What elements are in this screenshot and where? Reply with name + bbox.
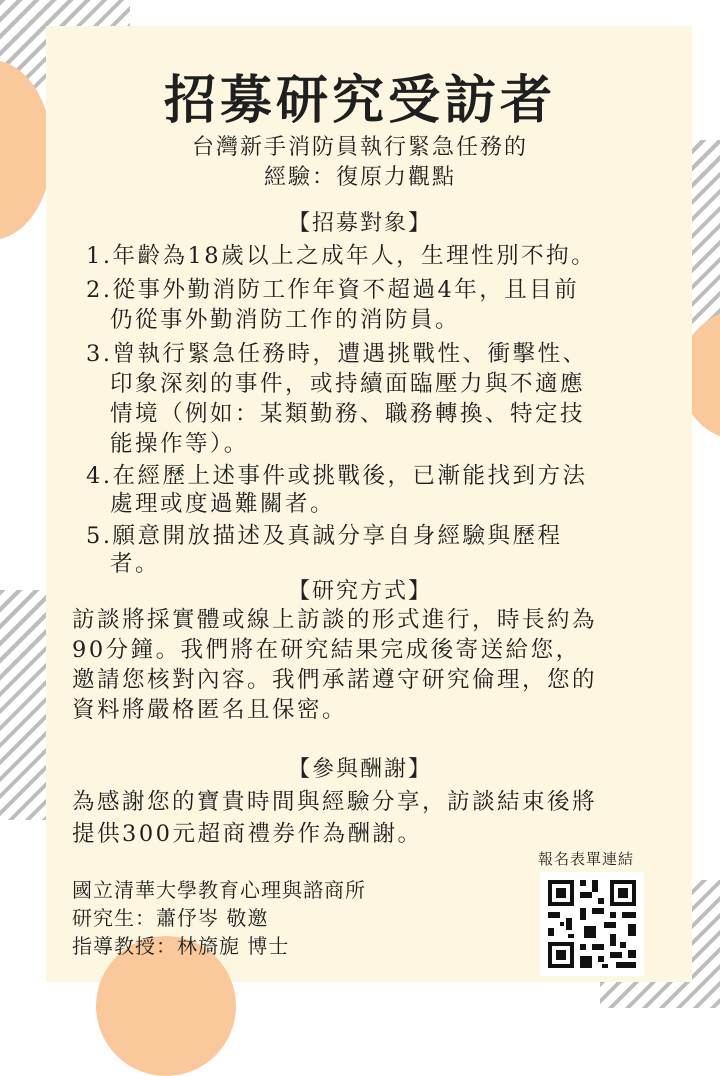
recruitment-line: 1.年齡為18歲以上之成年人，生理性別不拘。	[86, 243, 597, 269]
method-heading: 【研究方式】	[287, 579, 432, 604]
method-line: 邀請您核對內容。我們承諾遵守研究倫理，您的	[72, 667, 598, 693]
recruitment-line: 印象深刻的事件，或持續面臨壓力與不適應	[110, 371, 586, 397]
institution-text: 國立清華大學教育心理與諮商所	[72, 878, 366, 902]
reward-line: 為感謝您的寶貴時間與經驗分享，訪談結束後將	[72, 789, 598, 815]
page-title: 招募研究受訪者	[163, 70, 556, 131]
recruitment-line: 3.曾執行緊急任務時，遭遇挑戰性、衝擊性、	[86, 341, 588, 367]
researcher-text: 研究生：蕭伃岑 敬邀	[72, 906, 269, 930]
subtitle-line-1: 台灣新手消防員執行緊急任務的	[191, 135, 528, 160]
recruitment-line: 5.願意開放描述及真誠分享自身經驗與歷程	[86, 523, 563, 549]
recruitment-line: 情境（例如：某類勤務、職務轉換、特定技	[110, 401, 586, 427]
advisor-text: 指導教授：林旖旎 博士	[72, 934, 290, 958]
recruitment-line: 仍從事外勤消防工作的消防員。	[110, 307, 461, 333]
recruitment-line: 處理或度過難關者。	[110, 491, 336, 517]
method-line: 訪談將採實體或線上訪談的形式進行，時長約為	[72, 607, 598, 633]
qr-code-label: 報名表單連結	[538, 850, 635, 868]
method-line: 資料將嚴格匿名且保密。	[72, 697, 348, 723]
reward-line: 提供300元超商禮券作為酬謝。	[72, 821, 423, 847]
reward-heading: 【參與酬謝】	[287, 757, 432, 782]
recruitment-line: 能操作等）。	[110, 431, 249, 457]
recruitment-line: 2.從事外勤消防工作年資不超過4年，且目前	[86, 277, 580, 303]
subtitle-line-2: 經驗：復原力觀點	[263, 165, 456, 190]
recruitment-line: 者。	[110, 551, 161, 577]
qr-code[interactable]	[540, 872, 644, 976]
method-line: 90分鐘。我們將在研究結果完成後寄送給您，	[72, 637, 581, 663]
recruitment-heading: 【招募對象】	[287, 211, 432, 236]
recruitment-line: 4.在經歷上述事件或挑戰後，已漸能找到方法	[86, 463, 588, 489]
